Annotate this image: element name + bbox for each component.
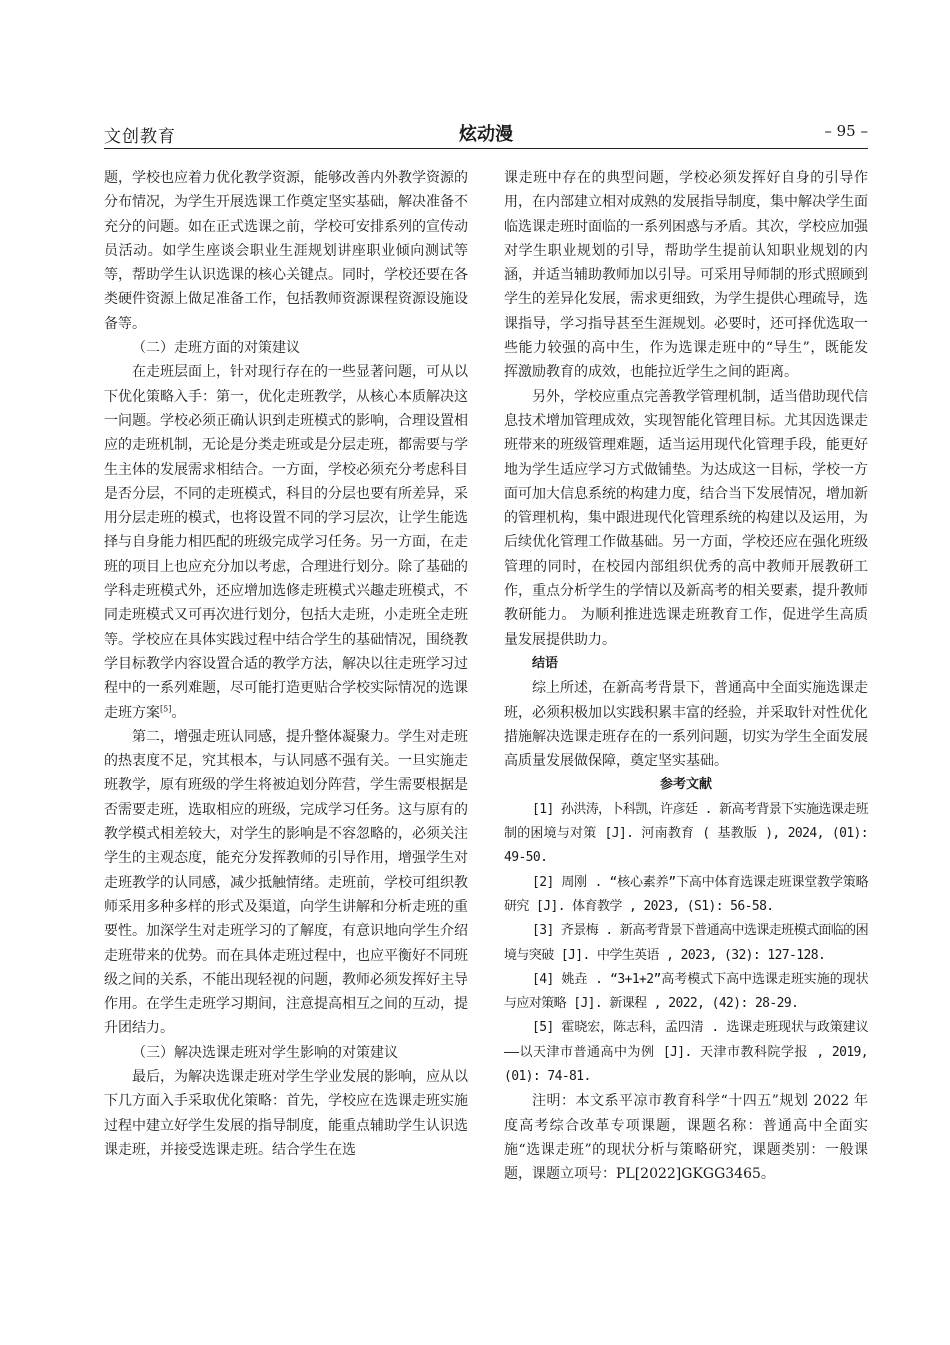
paragraph: 最后，为解决选课走班对学生学业发展的影响，应从以下几方面入手采取优化策略：首先，学校应在选课走班实施过程中建立好学生发展的指导制度，能重点辅助学生认识选课走班，并接受选课走班。结合学生在选: [104, 1068, 468, 1158]
section-title: 炫动漫: [459, 124, 513, 145]
paragraph: 课走班中存在的典型问题，学校必须发挥好自身的引导作用，在内部建立相对成熟的发展指导制度，集中解决学生面临选课走班时面临的一系列困惑与矛盾。其次，学校应加强对学生职业规划的引导，帮助学生提前认知职业规划的内涵，并适当辅助教师加以引导。可采用导师制的形式照顾到学生的差异化发展，需求更细致，为学生提供心理疏导，选课指导，学习指导甚至生涯规划。必要时，还可择优选取一些能力较强的高中生，作为选课走班中的“导生”，既能发挥激励教育的成效，也能拉近学生之间的距离。: [504, 170, 868, 381]
paragraph-end: 。: [171, 704, 186, 721]
paragraph: [104, 360, 468, 724]
reference-item: [2] 周刚 . “核心素养”下高中体育选课走班课堂教学策略研究 [J]. 体育教学 , 2023, (S1): 56-58.: [504, 874, 868, 914]
conclusion-heading: 结语: [532, 655, 559, 671]
paragraph: 第二，增强走班认同感，提升整体凝聚力。学生对走班的热衷度不足，究其根本，与认同感不强有关。一旦实施走班教学，原有班级的学生将被迫划分阵营，学生需要根据是否需要走班，选取相应的班级，完成学习任务。这与原有的教学模式相差较大，对学生的影响是不容忽略的，必须关注学生的主观态度，能充分发挥教师的引导作用，增强学生对走班教学的认同感，减少抵触情绪。走班前，学校可组织教师采用多种多样的形式及渠道，向学生讲解和分析走班的重要性。加深学生对走班学习的了解度，有意识地向学生介绍走班带来的优势。而在具体走班过程中，也应平衡好不同班级之间的关系，不能出现轻视的问题，教师必须发挥好主导作用。在学生走班学习期间，注意提高相互之间的互动，提升团结力。: [104, 728, 468, 1037]
left-column: [104, 166, 468, 1162]
reference-item: [1] 孙洪涛，卜科凯，许彦廷 . 新高考背景下实施选课走班制的困境与对策 [J]. 河南教育 ( 基教版 ), 2024, (01): 49-50.: [504, 801, 868, 866]
paragraph: 另外，学校应重点完善教学管理机制，适当借助现代信息技术增加管理成效，实现智能化管理目标。尤其因选课走班带来的班级管理难题，适当运用现代化管理手段，能更好地为学生适应学习方式做铺垫。为达成这一目标，学校一方面可加大信息系统的构建力度，结合当下发展情况，增加新的管理机构，集中跟进现代化管理系统的构建以及运用，为后续优化管理工作做基础。另一方面，学校还应在强化班级管理的同时，在校园内部组织优秀的高中教师开展教研工作，重点分析学生的学情以及新高考的相关要素，提升教师教研能力。 为顺利推进选课走班教育工作，促进学生高质量发展提供助力。: [504, 388, 868, 648]
references-heading: 参考文献: [659, 777, 712, 793]
subsection-heading: （二）走班方面的对策建议: [132, 340, 300, 357]
page-number: – 95 –: [824, 122, 868, 140]
reference-item: [4] 姚垚 . “3+1+2”高考模式下高中选课走班实施的现状与应对策略 [J]. 新课程 , 2022, (42): 28-29.: [504, 971, 868, 1012]
subsection-heading: （三）解决选课走班对学生影响的对策建议: [132, 1044, 398, 1061]
paragraph: 题，学校也应着力优化教学资源，能够改善内外教学资源的分布情况，为学生开展选课工作奠定坚实基础，解决准备不充分的问题。如在正式选课之前，学校可安排系列的宣传动员活动。如学生座谈会职业生涯规划讲座职业倾向测试等等，帮助学生认识选课的核心关键点。同时，学校还要在各类硬件资源上做足准备工作，包括教师资源课程资源设施设备等。: [104, 170, 468, 332]
citation: [5]: [160, 703, 172, 713]
reference-item: [5] 霍晓宏，陈志科，孟四清 . 选课走班现状与政策建议——以天津市普通高中为例 [J]. 天津市教科院学报 , 2019, (01): 74-81.: [504, 1020, 868, 1084]
paragraph-text: 在走班层面上，针对现行存在的一些显著问题，可从以下优化策略入手：第一，优化走班教学，从核心本质解决这一问题。学校必须正确认识到走班模式的影响，合理设置相应的走班机制，无论是分类走班或是分层走班，都需要与学生主体的发展需求相结合。一方面，学校必须充分考虑科目是否分层，不同的走班模式，科目的分层也要有所差异，采用分层走班的模式，也将设置不同的学习层次，让学生能选择与自身能力相匹配的班级完成学习任务。另一方面，在走班的项目上也应充分加以考虑，合理进行划分。除了基础的学科走班模式外，还应增加选修走班模式兴趣走班模式，不同走班模式又可再次进行划分，包括大走班，小走班全走班等。学校应在具体实践过程中结合学生的基础情况，围绕教学目标教学内容设置合适的教学方法，解决以往走班学习过程中的一系列难题，尽可能打造更贴合学校实际情况的选课走班方案: [104, 364, 468, 721]
conclusion-paragraph: 综上所述，在新高考背景下，普通高中全面实施选课走班，必须积极加以实践积累丰富的经验，并采取针对性优化措施解决选课走班存在的一系列问题，切实为学生全面发展高质量发展做保障，奠定坚实基础。: [504, 680, 868, 770]
reference-item: [3] 齐景梅 . 新高考背景下普通高中选课走班模式面临的困境与突破 [J]. 中学生英语 , 2023, (32): 127-128.: [504, 923, 868, 963]
funding-note: 注明：本文系平凉市教育科学“十四五”规划 2022 年度高考综合改革专项课题，课题名称：普通高中全面实施“选课走班”的现状分析与策略研究，课题类别：一般课题，课题立项号：PL[2022]GKGG3465。: [504, 1093, 868, 1183]
right-column: [504, 166, 868, 1186]
page-header: [104, 118, 868, 149]
journal-name: 文创教育: [104, 127, 176, 147]
